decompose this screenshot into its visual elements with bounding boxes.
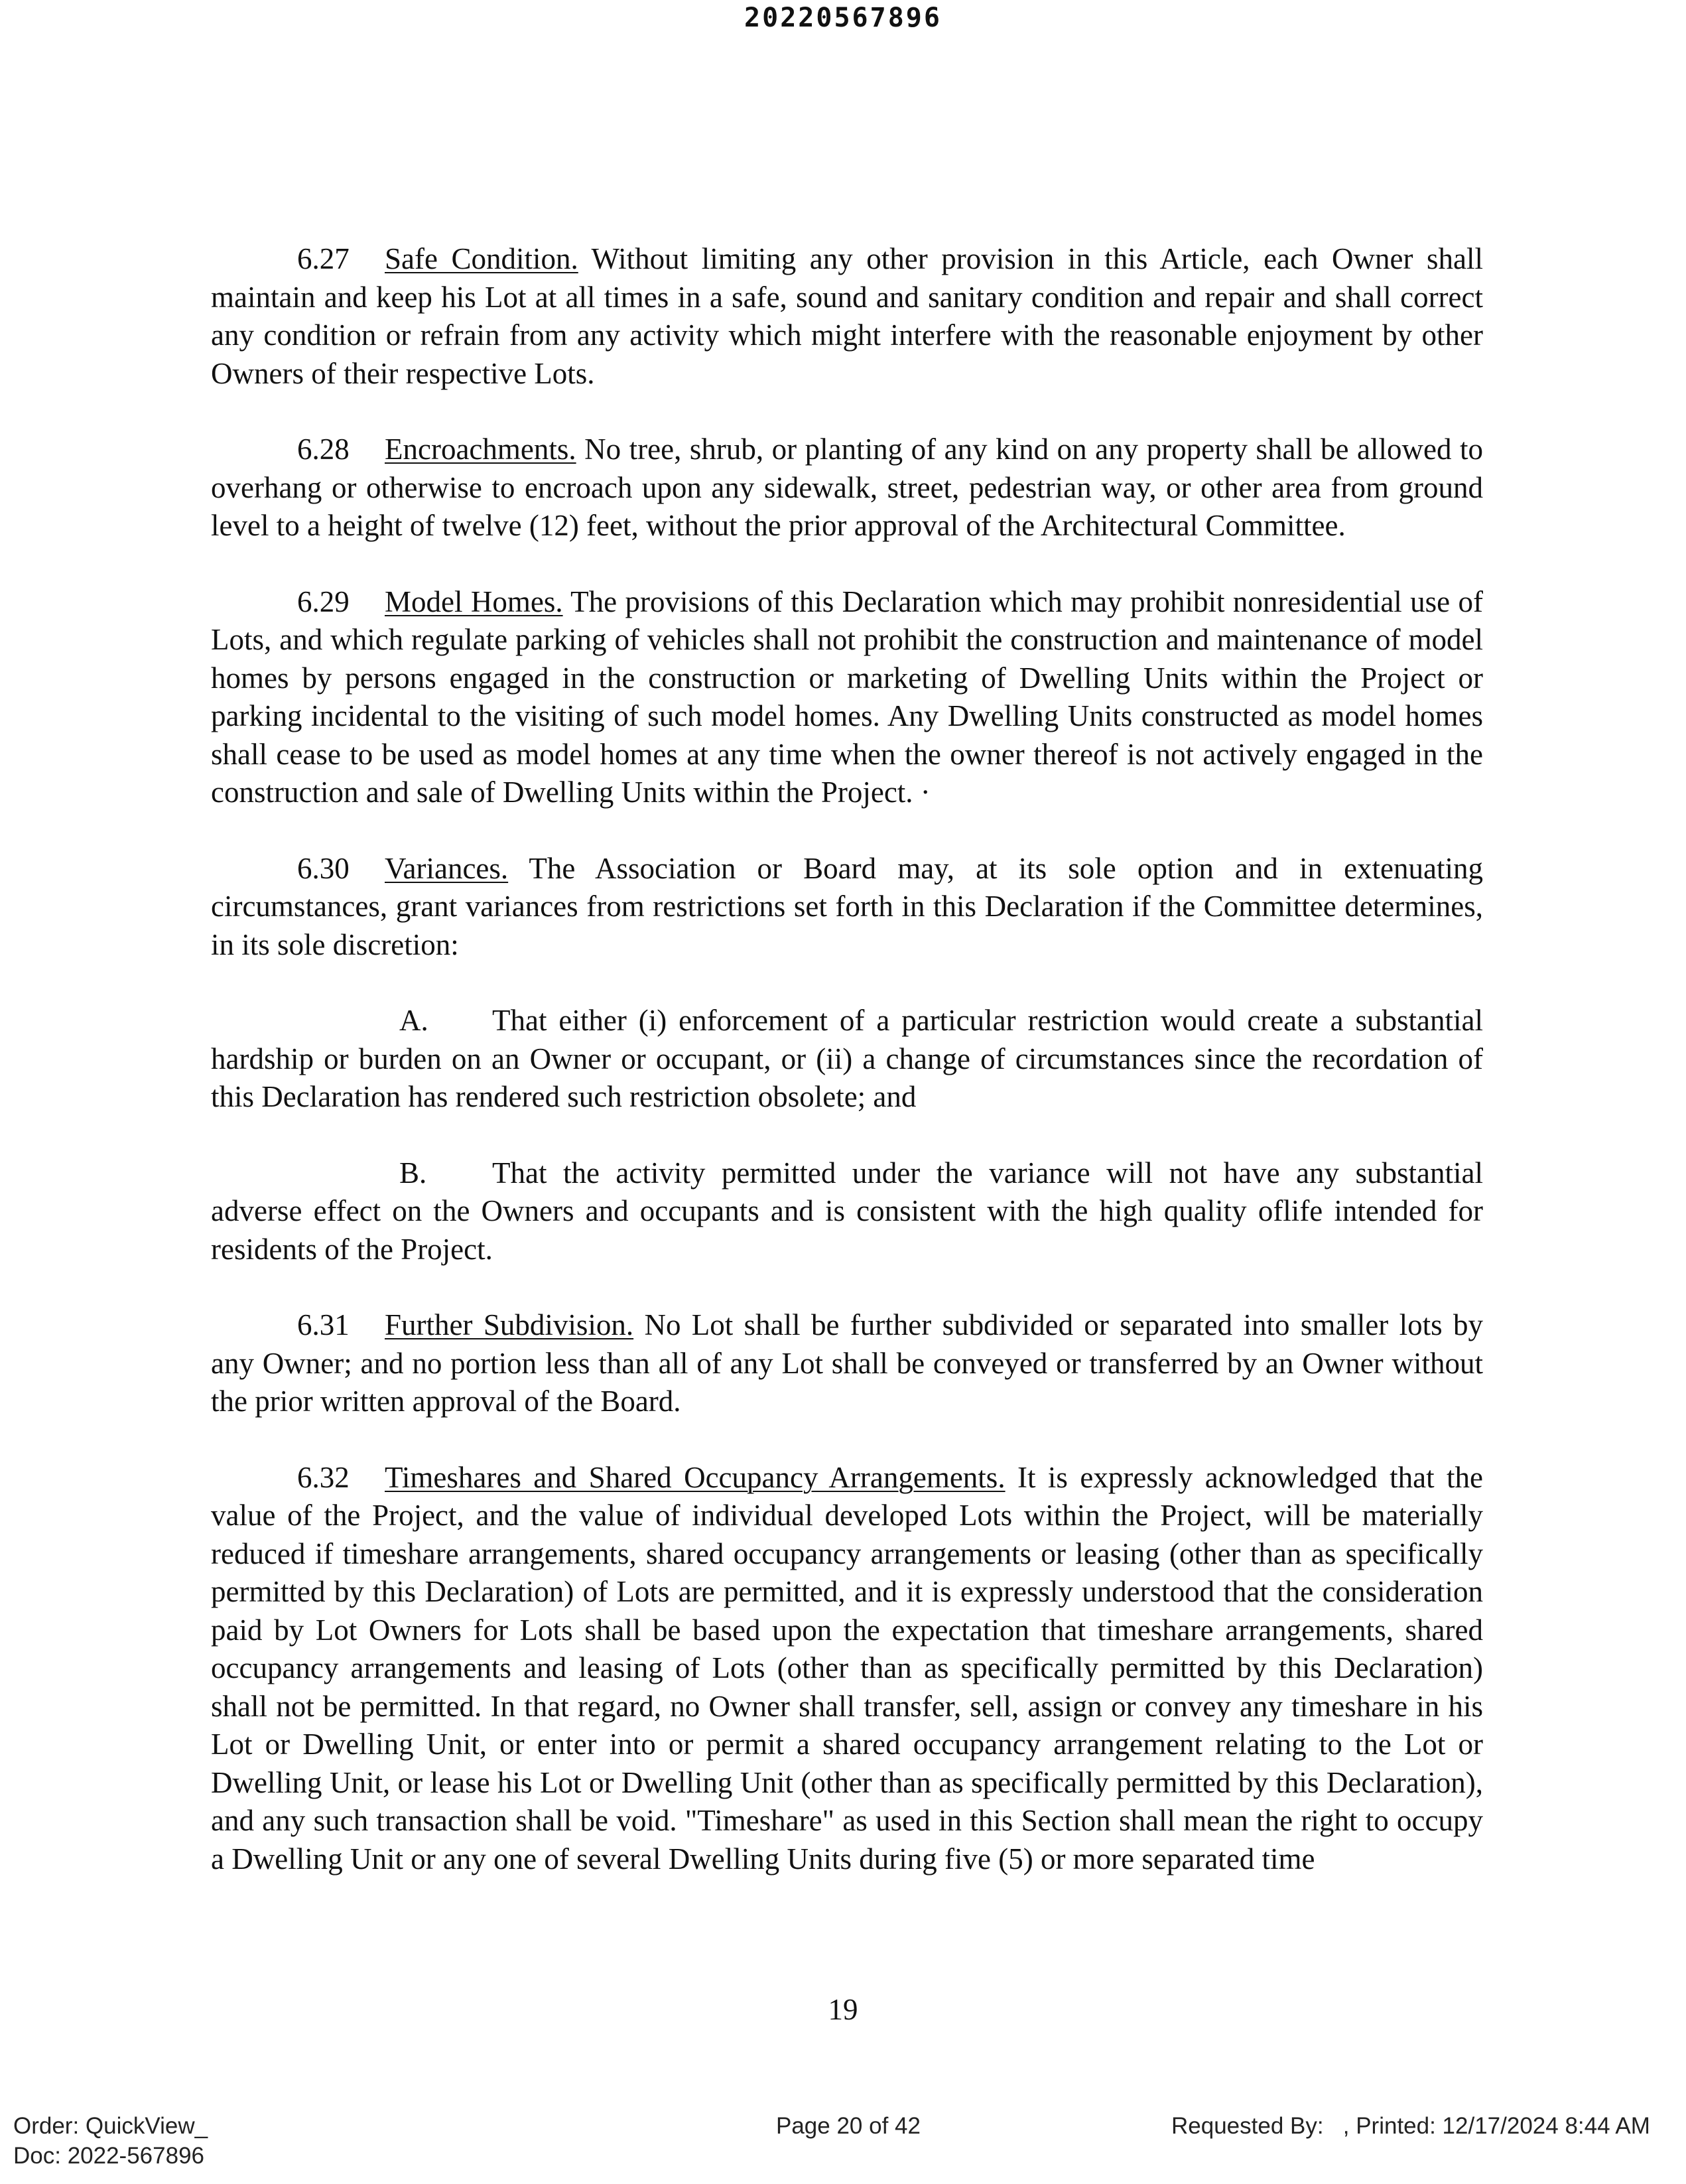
subsection-text: That either (i) enforcement of a particular restriction would create a substantial hardship or burden on an Owner or occupant, or (ii) a change of circumstances since the recordation of this Declaration has rendered such restriction obsolete; and <box>211 1004 1483 1113</box>
footer-order: Order: QuickView_ <box>13 2113 208 2139</box>
document-body <box>211 240 1483 1878</box>
section-caption: Variances. <box>385 851 509 885</box>
section-caption: Safe Condition. <box>385 242 578 275</box>
section-6-27 <box>211 240 1483 393</box>
section-number: 6.31 <box>297 1308 350 1341</box>
subsection-letter: A. <box>399 1004 428 1037</box>
section-number: 6.30 <box>297 851 350 885</box>
subsection-text: That the activity permitted under the variance will not have any substantial adverse effect on the Owners and occupants and is consistent with the high quality oflife intended for residents of the Project. <box>211 1156 1483 1266</box>
footer-doc: Doc: 2022-567896 <box>13 2143 204 2169</box>
section-number: 6.28 <box>297 433 350 466</box>
section-6-32 <box>211 1459 1483 1879</box>
section-text: Without limiting any other provision in this Article, each Owner shall maintain and keep his Lot at all times in a safe, sound and sanitary condition and repair and shall correct any condition or refrain from any activity which might interfere with the reasonable enjoyment by other Owners of their respective Lots. <box>211 242 1483 390</box>
page-number: 19 <box>828 1993 858 2026</box>
section-text: The Association or Board may, at its sole option and in extenuating circumstances, grant variances from restrictions set forth in this Declaration if the Committee determines, in its sole discretion: <box>211 851 1483 961</box>
section-caption: Timeshares and Shared Occupancy Arrangements. <box>385 1460 1005 1494</box>
section-text: No tree, shrub, or planting of any kind on any property shall be allowed to overhang or otherwise to encroach upon any sidewalk, street, pedestrian way, or other area from ground level to a height of twelve (12) feet, without the prior approval of the Architectural Committee. <box>211 433 1483 542</box>
section-text: It is expressly acknowledged that the value of the Project, and the value of individual developed Lots within the Project, will be materially reduced if timeshare arrangements, shared occupancy arrangements or leasing (other than as specifically permitted by this Declaration) of Lots are permitted, and it is expressly understood that the consideration paid by Lot Owners for Lots shall be based upon the expectation that timeshare arrangements, shared occupancy arrangements and leasing of Lots (other than as specifically permitted by this Declaration) shall not be permitted. In that regard, no Owner shall transfer, sell, assign or convey any timeshare in his Lot or Dwelling Unit, or enter into or permit a shared occupancy arrangement relating to the Lot or Dwelling Unit, or lease his Lot or Dwelling Unit (other than as specifically permitted by this Declaration), and any such transaction shall be void. "Timeshare" as used in this Section shall mean the right to occupy a Dwelling Unit or any one of several Dwelling Units during five (5) or more separated time <box>211 1460 1483 1876</box>
section-text: No Lot shall be further subdivided or separated into smaller lots by any Owner; and no portion less than all of any Lot shall be conveyed or transferred by an Owner without the prior written approval of the Board. <box>211 1308 1483 1418</box>
footer-requested-printed: Requested By: , Printed: 12/17/2024 8:44 AM <box>1171 2113 1650 2139</box>
section-6-29 <box>211 583 1483 812</box>
recording-number: 20220567896 <box>744 3 942 33</box>
section-6-31 <box>211 1306 1483 1421</box>
subsection-b <box>211 1154 1483 1269</box>
footer-page-indicator: Page 20 of 42 <box>776 2113 921 2139</box>
section-6-30 <box>211 850 1483 965</box>
section-text: The provisions of this Declaration which may prohibit nonresidential use of Lots, and which regulate parking of vehicles shall not prohibit the construction and maintenance of model homes by persons engaged in the construction or marketing of Dwelling Units within the Project or parking incidental to the visiting of such model homes. Any Dwelling Units constructed as model homes shall cease to be used as model homes at any time when the owner thereof is not actively engaged in the construction and sale of Dwelling Units within the Project. · <box>211 584 1483 809</box>
section-number: 6.29 <box>297 584 350 618</box>
section-number: 6.27 <box>297 242 350 275</box>
section-caption: Model Homes. <box>385 584 563 618</box>
section-caption: Further Subdivision. <box>385 1308 634 1341</box>
section-caption: Encroachments. <box>385 433 576 466</box>
section-number: 6.32 <box>297 1460 350 1494</box>
subsection-letter: B. <box>399 1156 427 1190</box>
subsection-a <box>211 1002 1483 1117</box>
section-6-28 <box>211 431 1483 545</box>
